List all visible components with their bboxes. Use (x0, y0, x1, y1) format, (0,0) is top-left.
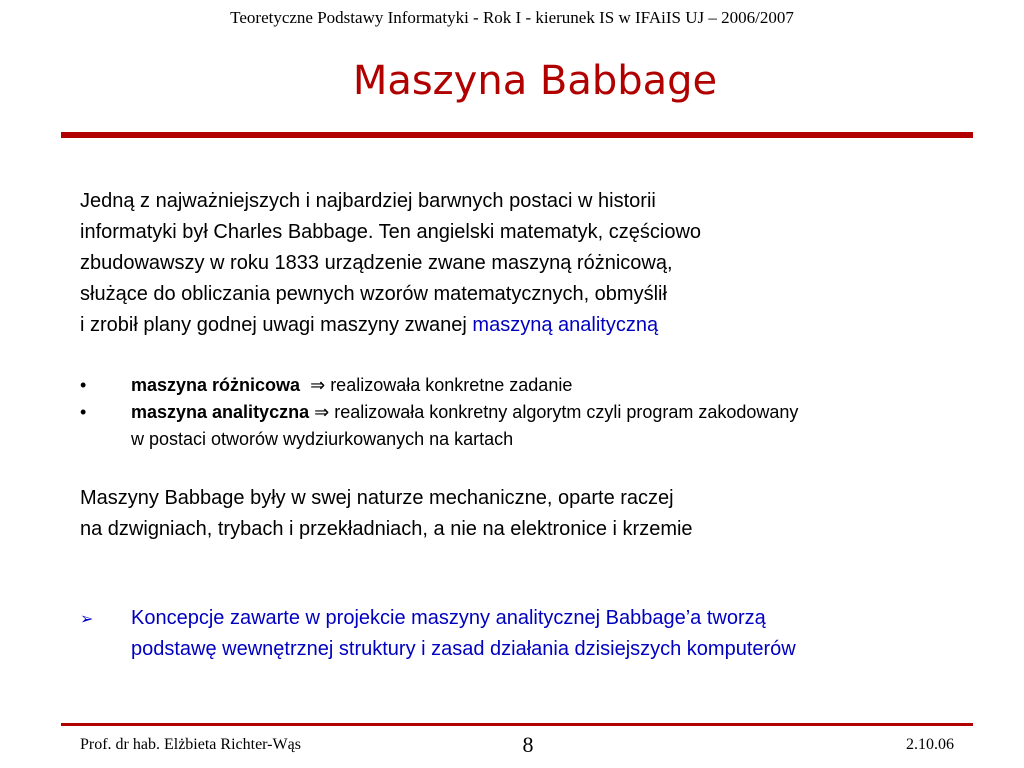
concept-item (80, 603, 796, 665)
intro-line-5-prefix: i zrobił plany godnej uwagi maszyny zwanej (80, 314, 473, 336)
bullet-term: maszyna różnicowa (131, 375, 301, 395)
mechanics-line-1: Maszyny Babbage były w swej naturze mechaniczne, oparte raczej (80, 487, 674, 509)
analytical-engine-highlight: maszyną analityczną (472, 314, 659, 336)
implies-arrow-icon: ⇒ (310, 375, 326, 396)
intro-line-3: zbudowawszy w roku 1833 urządzenie zwane maszyną różnicową, (80, 252, 673, 274)
bullet-term: maszyna analityczna (131, 402, 310, 422)
mechanics-line-2: na dzwigniach, trybach i przekładniach, a nie na elektronice i krzemie (80, 518, 693, 540)
page-number: 8 (522, 732, 534, 757)
machines-bullet-list (80, 372, 1000, 452)
footer-author: Prof. dr hab. Elżbieta Richter-Wąs (80, 736, 301, 753)
intro-line-4: służące do obliczania pewnych wzorów matematycznych, obmyślił (80, 283, 667, 305)
concept-conclusion (80, 603, 796, 665)
bullet-item-difference-engine (80, 372, 1000, 399)
concept-line-2: podstawę wewnętrznej struktury i zasad działania dzisiejszych komputerów (131, 638, 796, 660)
intro-paragraph (80, 186, 701, 341)
footer-date: 2.10.06 (906, 736, 954, 753)
bullet-item-analytical-engine (80, 399, 1000, 452)
course-header: Teoretyczne Podstawy Informatyki - Rok I - kierunek IS w IFAiIS UJ – 2006/2007 (230, 8, 794, 27)
intro-line-1: Jedną z najważniejszych i najbardziej barwnych postaci w historii (80, 190, 656, 212)
title-divider (61, 132, 973, 138)
footer-divider (61, 723, 973, 726)
mechanics-paragraph (80, 483, 693, 545)
slide-title: Maszyna Babbage (352, 58, 718, 104)
bullet-dot-icon: • (80, 375, 87, 395)
bullet-dot-icon: • (80, 402, 87, 422)
intro-line-2: informatyki był Charles Babbage. Ten angielski matematyk, częściowo (80, 221, 702, 243)
intro-line-5 (80, 310, 701, 341)
arrow-bullet-icon: ➢ (80, 609, 94, 628)
concept-line-1: Koncepcje zawarte w projekcie maszyny analitycznej Babbage’a tworzą (131, 607, 766, 629)
bullet-description: realizowała konkretny algorytm czyli program zakodowany (334, 402, 799, 422)
bullet-description: realizowała konkretne zadanie (330, 375, 573, 395)
bullet-continuation: w postaci otworów wydziurkowanych na kartach (131, 429, 514, 449)
implies-arrow-icon: ⇒ (314, 402, 330, 423)
